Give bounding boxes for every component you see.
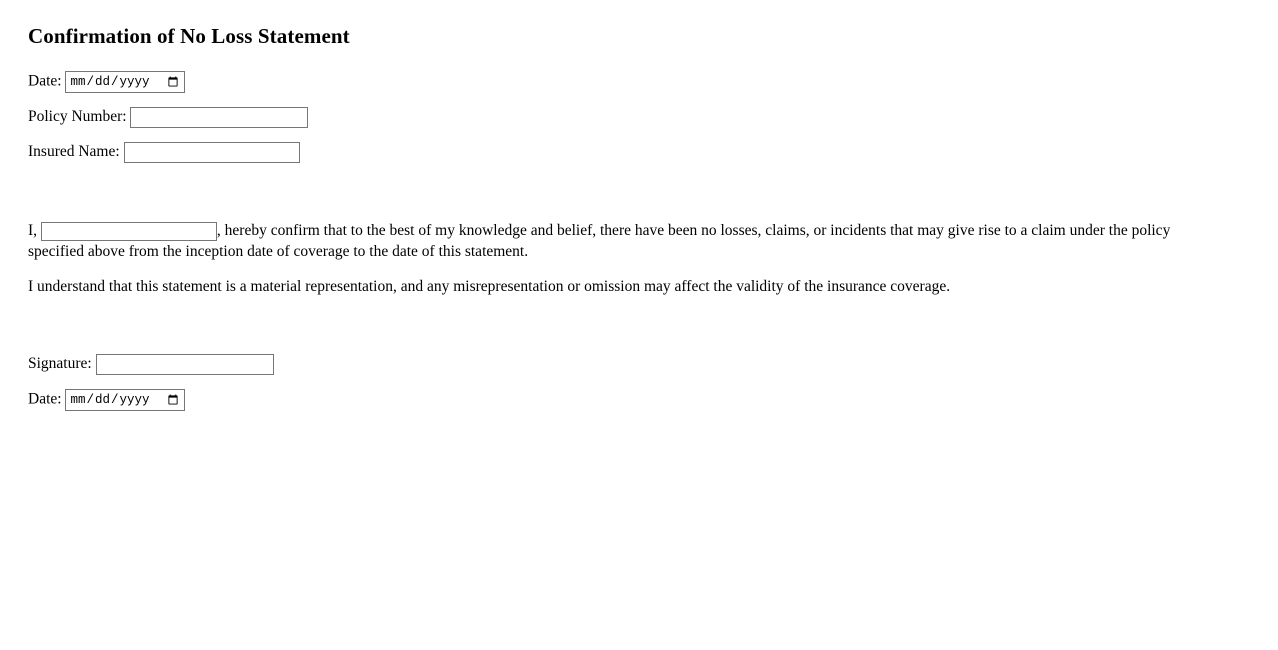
insured-name-input[interactable] <box>124 142 300 163</box>
policy-number-field-row <box>28 107 1250 128</box>
insured-name-field-row <box>28 142 1250 163</box>
date-field-row <box>28 71 1250 93</box>
statement-paragraph <box>28 221 1213 263</box>
statement-body-text: , hereby confirm that to the best of my knowledge and belief, there have been no losses, claims, or incidents that may give rise to a claim under the policy specified above from the inception date of coverage to the date of this statement. <box>28 222 1171 260</box>
signature-label: Signature: <box>28 354 92 372</box>
signature-input[interactable] <box>96 354 274 375</box>
spacer-above-signature <box>28 312 1250 354</box>
statement-name-input-wrap <box>41 222 217 239</box>
spacer-above-statement <box>28 177 1250 221</box>
signature-date-input[interactable] <box>65 389 185 411</box>
date-label: Date: <box>28 72 62 90</box>
page-title: Confirmation of No Loss Statement <box>28 24 350 48</box>
signature-date-field-row <box>28 389 1250 411</box>
policy-number-label: Policy Number: <box>28 108 127 126</box>
signature-field-row <box>28 354 1250 375</box>
date-input[interactable] <box>65 71 185 93</box>
policy-number-input[interactable] <box>130 107 308 128</box>
signature-date-label: Date: <box>28 390 62 408</box>
insured-name-label: Insured Name: <box>28 143 120 161</box>
statement-lead-text: I, <box>28 222 38 239</box>
acknowledgement-paragraph: I understand that this statement is a material representation, and any misrepresentation or omission may affect the validity of the insurance coverage. <box>28 277 951 295</box>
statement-name-input[interactable] <box>41 222 217 241</box>
